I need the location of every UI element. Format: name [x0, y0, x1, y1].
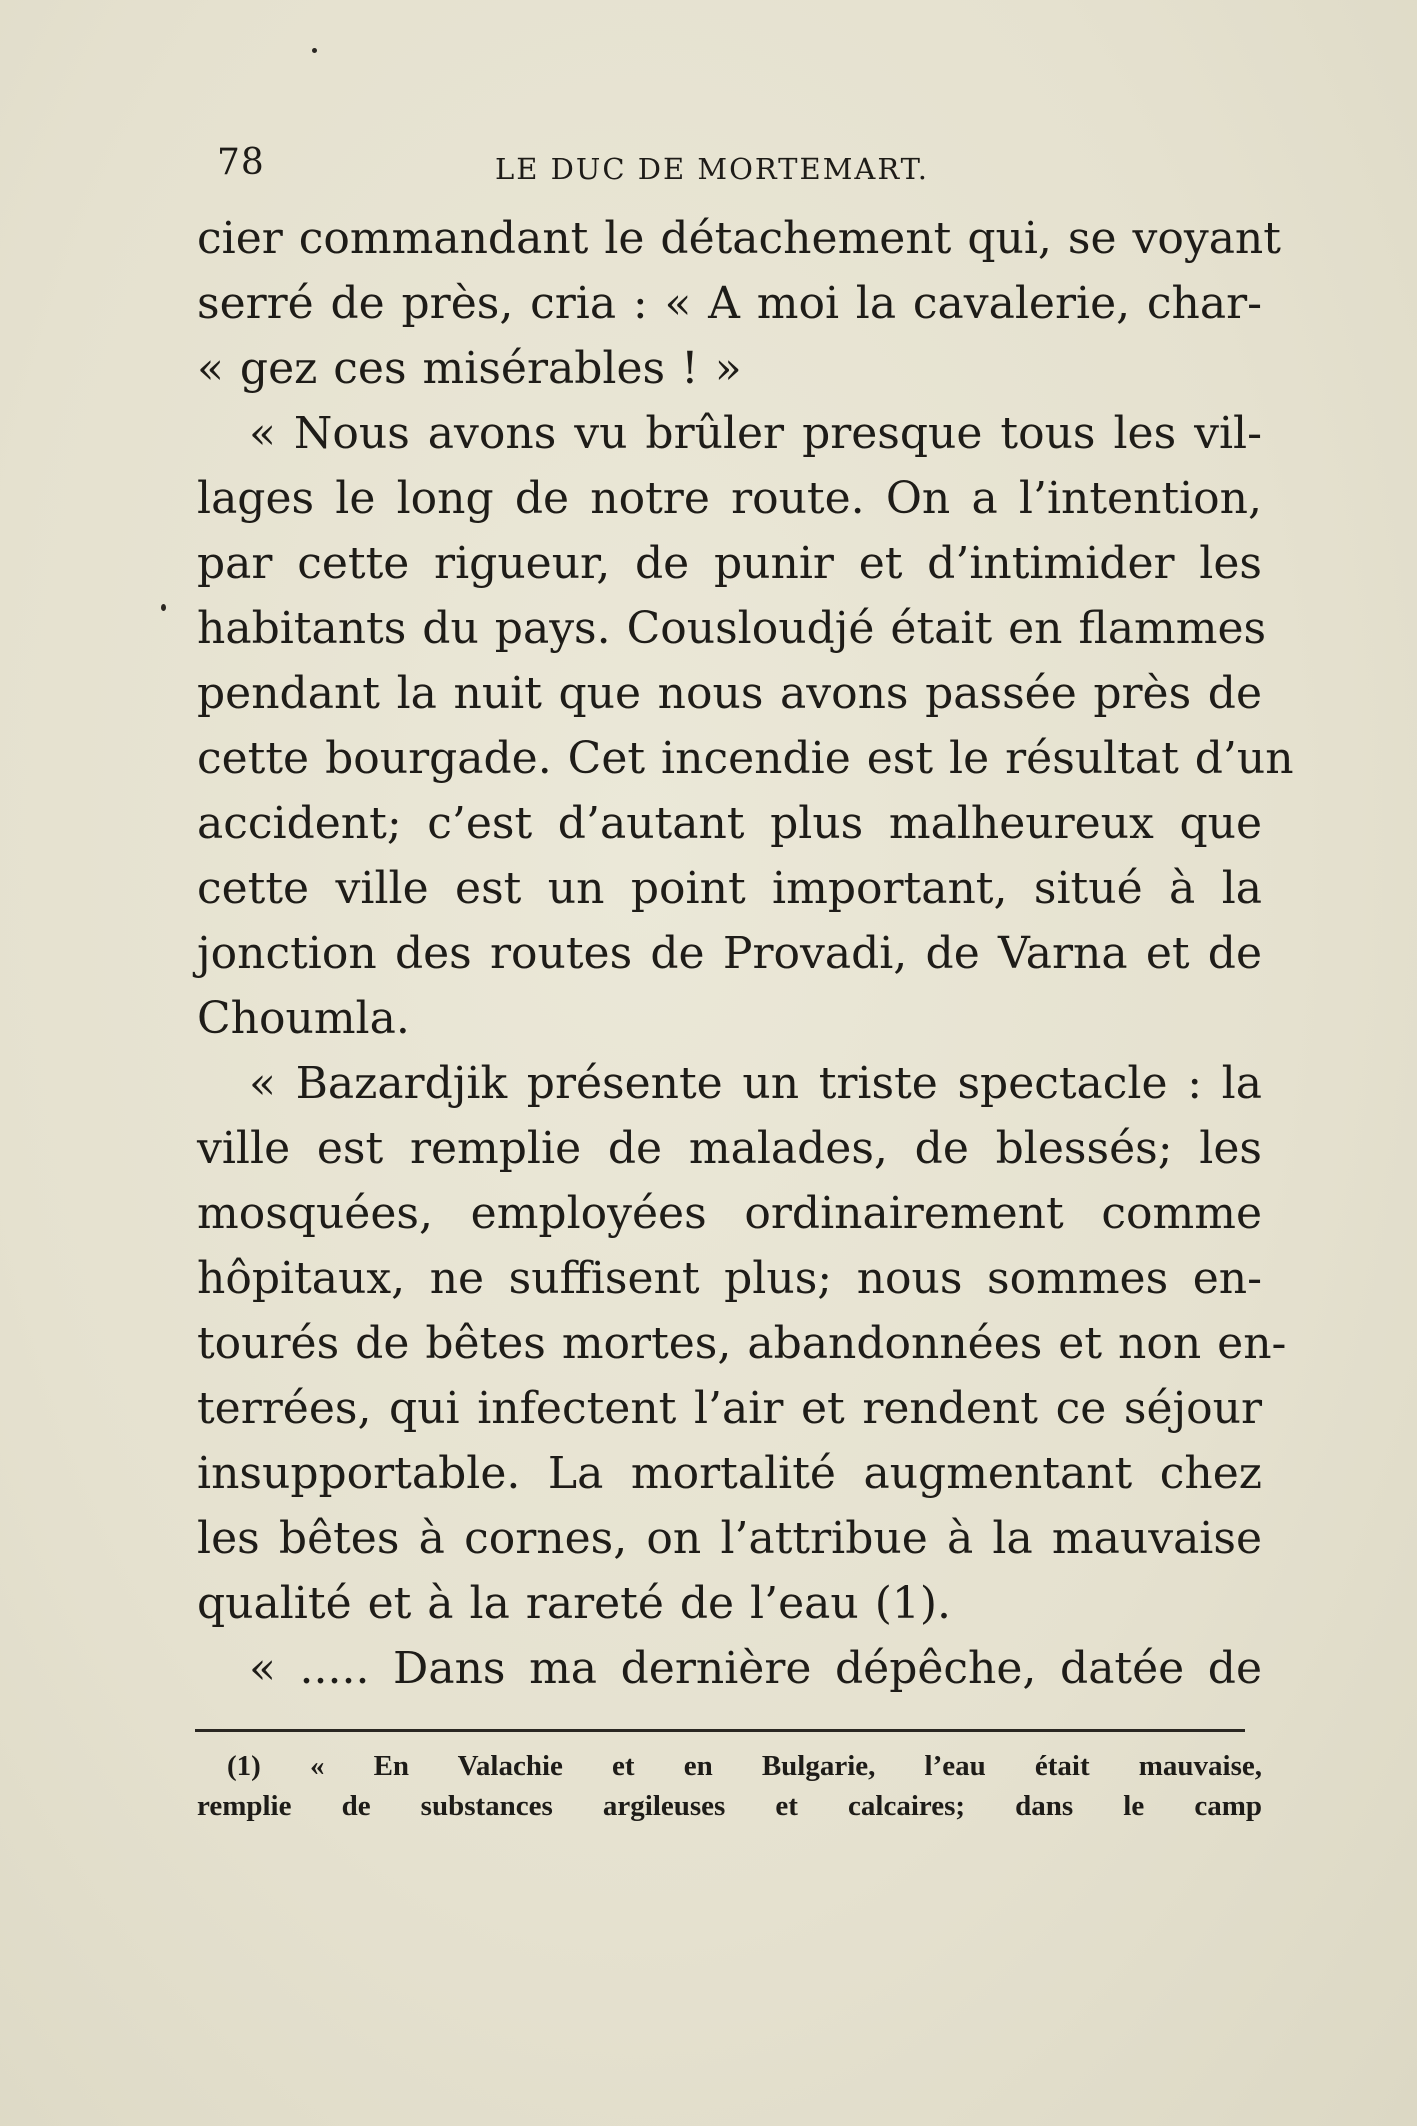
text-line: cier commandant le détachement qui, se voyant [197, 213, 1281, 264]
text-line: « Nous avons vu brûler presque tous les vil- [249, 408, 1262, 459]
text-line: les bêtes à cornes, on l’attribue à la mauvaise [197, 1513, 1262, 1564]
running-title: LE DUC DE MORTEMART. [495, 152, 929, 186]
text-line: terrées, qui infectent l’air et rendent ce séjour [197, 1383, 1262, 1434]
footnote-rule [195, 1729, 1245, 1732]
text-line: par cette rigueur, de punir et d’intimider les [197, 538, 1262, 589]
text-line: accident; c’est d’autant plus malheureux que [197, 798, 1262, 849]
text-line: pendant la nuit que nous avons passée près de [197, 668, 1262, 719]
text-line: hôpitaux, ne suffisent plus; nous sommes en- [197, 1253, 1262, 1304]
text-line: serré de près, cria : « A moi la cavalerie, char- [197, 278, 1262, 329]
page-number: 78 [217, 142, 265, 183]
text-line: insupportable. La mortalité augmentant chez [197, 1448, 1262, 1499]
footnote-line: remplie de substances argileuses et calcaires; dans le camp [197, 1790, 1262, 1822]
footnote-line: (1) « En Valachie et en Bulgarie, l’eau était mauvaise, [227, 1750, 1262, 1782]
text-line: habitants du pays. Cousloudjé était en flammes [197, 603, 1267, 654]
text-line: cette bourgade. Cet incendie est le résultat d’un [197, 733, 1294, 784]
paper-speck [312, 48, 317, 53]
text-line: cette ville est un point important, situé à la [197, 863, 1262, 914]
footnotes [197, 1746, 1262, 1826]
body-text [197, 206, 1294, 1701]
text-line: ville est remplie de malades, de blessés; les [197, 1123, 1262, 1174]
text-line: mosquées, employées ordinairement comme [197, 1188, 1262, 1239]
text-line: « Bazardjik présente un triste spectacle : la [249, 1058, 1262, 1109]
text-line: lages le long de notre route. On a l’intention, [197, 473, 1262, 524]
paper-speck [161, 604, 166, 611]
text-line: Choumla. [197, 993, 410, 1044]
text-line: « gez ces misérables ! » [197, 343, 742, 394]
text-line: tourés de bêtes mortes, abandonnées et non en- [197, 1318, 1287, 1369]
text-line: « ..... Dans ma dernière dépêche, datée de [249, 1643, 1262, 1694]
text-line: qualité et à la rareté de l’eau (1). [197, 1578, 952, 1629]
running-head [197, 138, 1262, 198]
text-line: jonction des routes de Provadi, de Varna et de [197, 928, 1262, 979]
book-page [197, 138, 1294, 1826]
